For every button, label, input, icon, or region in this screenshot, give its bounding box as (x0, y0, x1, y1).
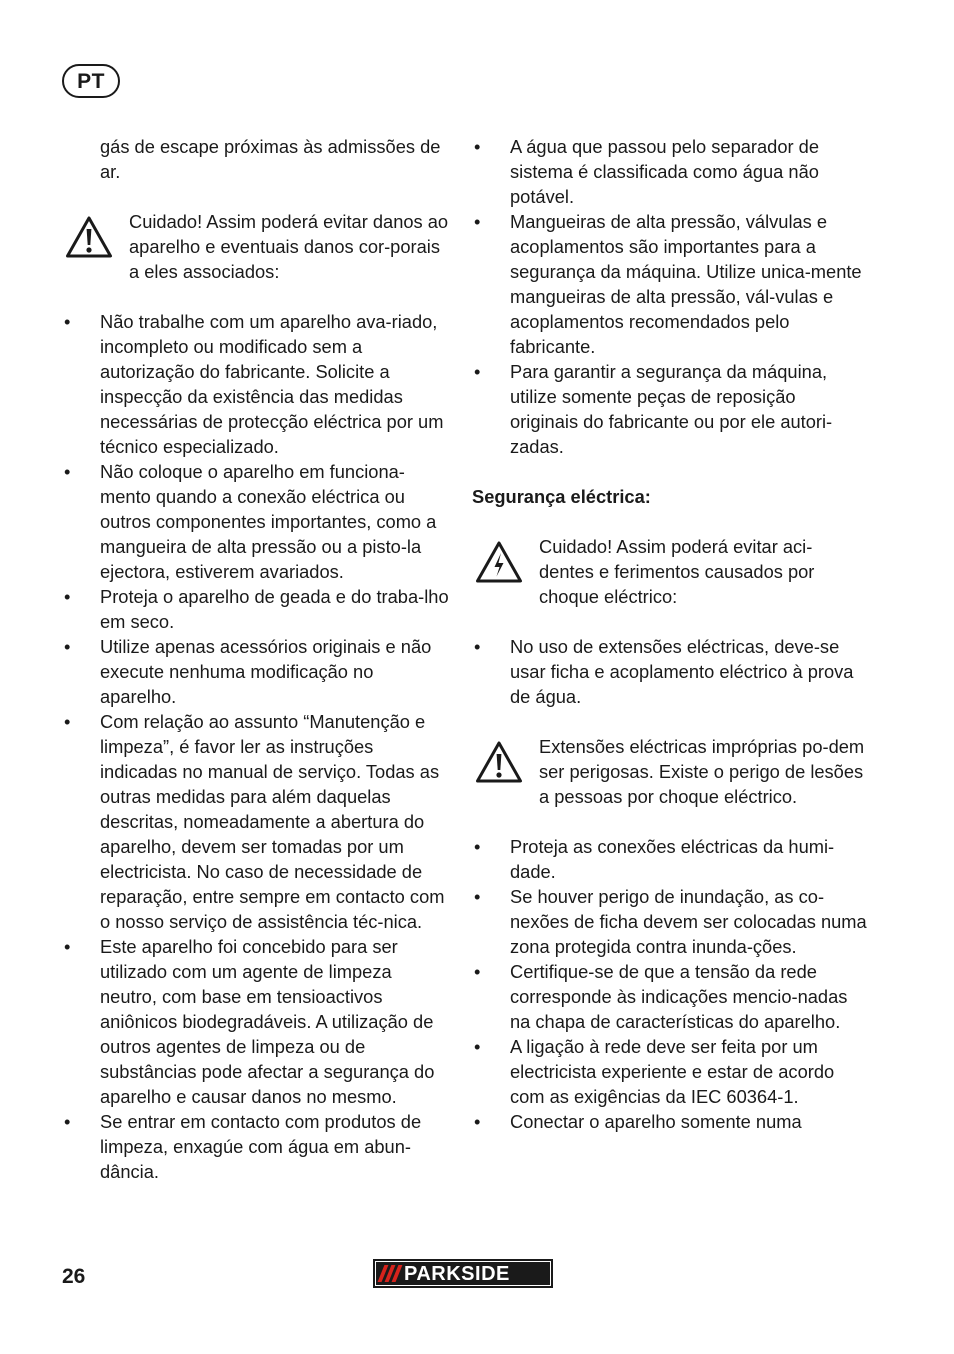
warning-extensions (472, 734, 867, 809)
list-item-text: Com relação ao assunto “Manutenção e limpeza”, é favor ler as instruções indicadas no manual de serviço. Todas as outras medidas para além daquelas descritas, nomeadamente a abertura do aparelho, devem ser tomadas por um electricista. No caso de necessidade de reparação, entre sempre em contacto com o nosso serviço de assistência téc-nica. (100, 711, 445, 932)
electric-shock-warning-icon (475, 540, 523, 584)
list-item-text: A ligação à rede deve ser feita por um electricista experiente e estar de acordo com as exigências da IEC 60364-1. (510, 1036, 835, 1107)
list-item-text: Conectar o aparelho somente numa (510, 1111, 802, 1132)
list-item (472, 634, 867, 709)
intro-continuation: gás de escape próximas às admissões de ar. (100, 136, 441, 182)
list-item (472, 1109, 867, 1134)
bullet: • (64, 461, 71, 482)
list-item (62, 309, 452, 459)
list-item (62, 634, 452, 709)
warning-damage (62, 209, 452, 284)
bullet: • (474, 1036, 481, 1057)
list-item-text: Proteja o aparelho de geada e do traba-lho em seco. (100, 586, 449, 632)
bullet: • (64, 1111, 71, 1132)
logo-brand-text: PARKSIDE (404, 1262, 510, 1285)
list-item-text: Mangueiras de alta pressão, válvulas e acoplamentos são importantes para a segurança da máquina. Utilize unica-mente mangueiras de alta pressão, vál-vulas e acoplamentos recomendados pelo fabricante. (510, 211, 862, 357)
bullet: • (474, 836, 481, 857)
list-item-text: Se houver perigo de inundação, as co-nexões de ficha devem ser colocadas numa zona protegida contra inunda-ções. (510, 886, 867, 957)
list-item-text: Proteja as conexões eléctricas da humi-dade. (510, 836, 835, 882)
bullet: • (64, 636, 71, 657)
list-item (472, 959, 867, 1034)
bullet: • (474, 136, 481, 157)
list-item (62, 584, 452, 634)
list-item-text: A água que passou pelo separador de sistema é classificada como água não potável. (510, 136, 819, 207)
list-item-text: No uso de extensões eléctricas, deve-se usar ficha e acoplamento eléctrico à prova de água. (510, 636, 854, 707)
list-item (472, 884, 867, 959)
right-bullet-list-top (472, 134, 867, 459)
list-item (62, 459, 452, 584)
right-column (472, 134, 867, 1134)
section-heading-electrical-safety: Segurança eléctrica: (472, 486, 651, 507)
list-item-text: Para garantir a segurança da máquina, utilize somente peças de reposição originais do fabricante ou por ele autori-zadas. (510, 361, 833, 457)
warning-electric-shock (472, 534, 867, 609)
bullet: • (474, 961, 481, 982)
list-item-text: Este aparelho foi concebido para ser utilizado com um agente de limpeza neutro, com base em tensioactivos aniônicos biodegradáveis. A utilização de outros agentes de limpeza ou de substâncias pode afectar a segurança do aparelho e causar danos no mesmo. (100, 936, 435, 1107)
list-item-text: Não coloque o aparelho em funciona-mento quando a conexão eléctrica ou outros componentes importantes, como a mangueira de alta pressão ou a pisto-la ejectora, estiverem avariados. (100, 461, 437, 582)
right-bullet-list-bottom (472, 834, 867, 1134)
warning-extensions-text: Extensões eléctricas impróprias po-dem ser perigosas. Existe o perigo de lesões a pessoas por choque eléctrico. (539, 736, 865, 807)
bullet: • (64, 586, 71, 607)
list-item-text: Se entrar em contacto com produtos de limpeza, enxagúe com água em abun-dância. (100, 1111, 422, 1182)
logo-frame (375, 1261, 551, 1286)
left-column (62, 134, 452, 1184)
language-badge: PT (62, 64, 120, 98)
list-item-text: Certifique-se de que a tensão da rede corresponde às indicações mencio-nadas na chapa de características do aparelho. (510, 961, 848, 1032)
list-item (62, 709, 452, 934)
right-bullet-list-middle (472, 634, 867, 709)
exclamation-warning-icon (475, 740, 523, 784)
list-item-text: Utilize apenas acessórios originais e não execute nenhuma modificação no aparelho. (100, 636, 432, 707)
bullet: • (474, 636, 481, 657)
left-bullet-list (62, 309, 452, 1184)
list-item (62, 934, 452, 1109)
bullet: • (474, 1111, 481, 1132)
bullet: • (64, 711, 71, 732)
warning-electric-text: Cuidado! Assim poderá evitar aci-dentes e ferimentos causados por choque eléctrico: (539, 536, 815, 607)
bullet: • (64, 936, 71, 957)
list-item (472, 834, 867, 884)
list-item (62, 1109, 452, 1184)
list-item (472, 1034, 867, 1109)
page-number: 26 (62, 1265, 86, 1288)
bullet: • (474, 886, 481, 907)
list-item (472, 359, 867, 459)
list-item-text: Não trabalhe com um aparelho ava-riado, incompleto ou modificado sem a autorização do fabricante. Solicite a inspecção da existência das medidas necessárias de protecção eléctrica por um técnico especializado. (100, 311, 444, 457)
bullet: • (64, 311, 71, 332)
exclamation-warning-icon (65, 215, 113, 259)
list-item (472, 209, 867, 359)
warning-damage-text: Cuidado! Assim poderá evitar danos ao aparelho e eventuais danos cor-porais a eles associados: (129, 211, 449, 282)
bullet: • (474, 211, 481, 232)
parkside-logo (373, 1259, 553, 1288)
logo-stripes-icon (381, 1265, 399, 1282)
list-item (472, 134, 867, 209)
bullet: • (474, 361, 481, 382)
